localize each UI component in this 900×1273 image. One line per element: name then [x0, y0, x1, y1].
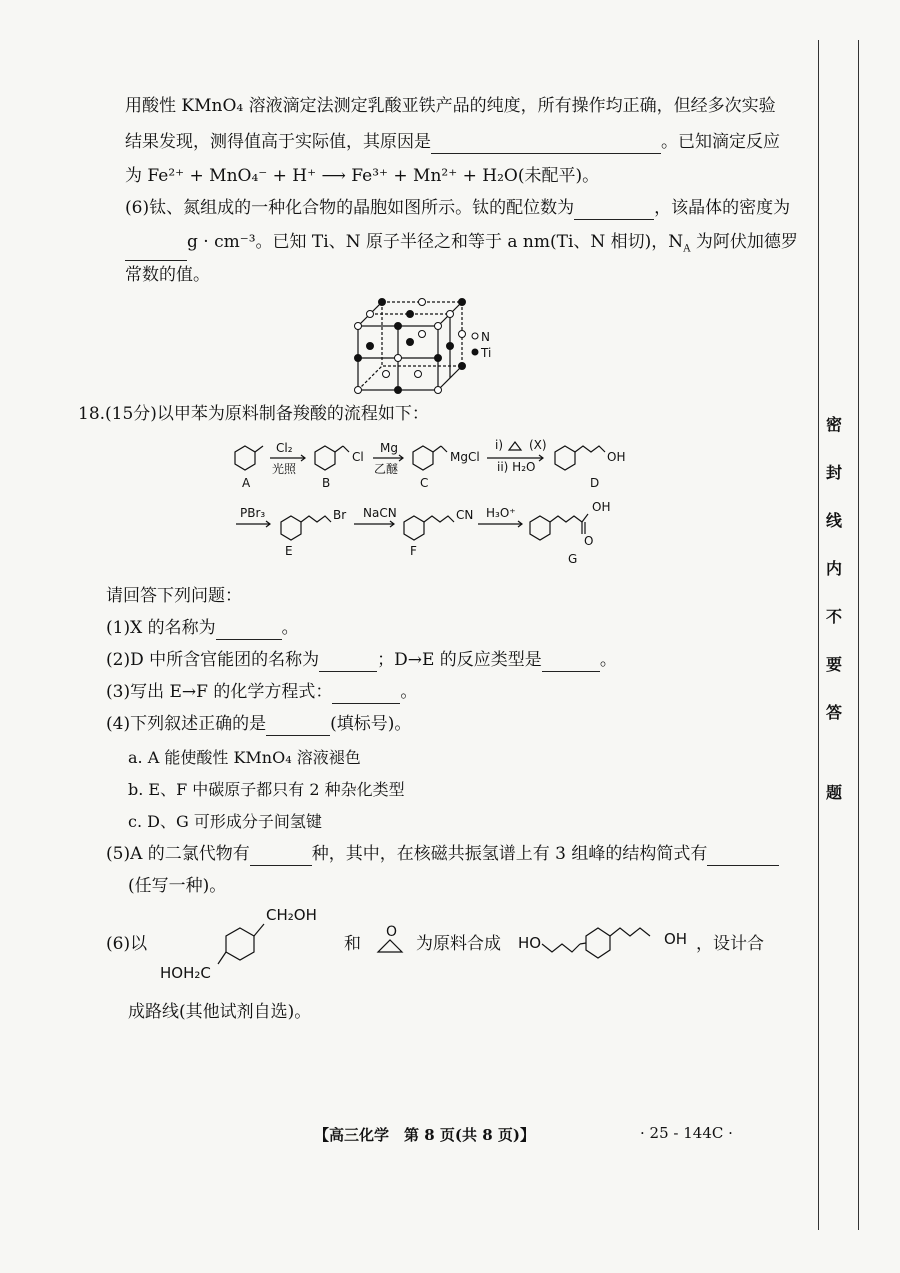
n-atom [419, 299, 426, 306]
answer-blank-reason[interactable] [431, 135, 661, 154]
ti-atom [435, 355, 442, 362]
n-atom [435, 387, 442, 394]
seal-char-5: 不 [826, 607, 843, 626]
n-atom [355, 323, 362, 330]
benzene-ring-d [555, 446, 575, 470]
n-atom [355, 387, 362, 394]
sub2-mid: ；D→E 的反应类型是 [377, 650, 542, 670]
seal-char-2: 封 [826, 463, 843, 482]
sub2-text: (2)D 中所含官能团的名称为 [106, 650, 320, 670]
ti-atom [395, 323, 402, 330]
label-a: A [242, 476, 251, 490]
ti-atom [395, 387, 402, 394]
label-mgcl: MgCl [450, 450, 480, 464]
para1-line2 [125, 130, 780, 154]
sub4-text: (4)下列叙述正确的是 [106, 714, 267, 734]
legend-ti-label: Ti [481, 346, 492, 360]
seal-char-7: 答 [826, 703, 843, 722]
answer-blank-isomer-count[interactable] [250, 847, 312, 866]
benzene-ring-b [315, 446, 335, 470]
page-footer: 【高三化学 第 8 页(共 8 页)】 [314, 1126, 535, 1144]
label-cl: Cl [352, 450, 364, 464]
option-c: c. D、G 可形成分子间氢键 [128, 812, 322, 831]
q18-sub6-and: 和 [344, 934, 361, 954]
ti-atom [407, 311, 414, 318]
ti-atom [459, 363, 466, 370]
para1-line2-text: 结果发现，测得值高于实际值，其原因是 [125, 132, 431, 152]
q18-sub6-end: ，设计合 [696, 934, 764, 954]
q6-line2-text: g · cm⁻³。已知 Ti、N 原子半径之和等于 a nm(Ti、N 相切)，N [187, 232, 684, 252]
para1-line1: 用酸性 KMnO₄ 溶液滴定法测定乳酸亚铁产品的纯度，所有操作均正确，但经多次实验 [125, 96, 776, 116]
legend-ti-dot [472, 349, 478, 355]
benzene-ring-f [404, 516, 424, 540]
seal-line-left [818, 40, 819, 1230]
label-ho: HO [518, 934, 542, 952]
sub2-end: 。 [599, 650, 617, 670]
q6-line2 [125, 230, 798, 261]
q18-title: 18.(15分)以甲苯为原料制备羧酸的流程如下： [78, 404, 429, 424]
q18-sub3 [106, 680, 417, 704]
answer-blank-equation[interactable] [332, 685, 400, 704]
q18-sub4 [106, 712, 411, 736]
label-b: B [322, 476, 331, 490]
q6-line2-end: 为阿伏加德罗 [690, 232, 798, 252]
q18-sub5 [106, 842, 779, 866]
reagent-step-i: i) [495, 438, 504, 452]
reagent-mg: Mg [380, 441, 398, 455]
reagent-h3o: H₃O⁺ [486, 506, 516, 520]
benzene-ring-c [413, 446, 433, 470]
label-d: D [590, 476, 600, 490]
n-atom [419, 331, 426, 338]
answer-blank-functional-group[interactable] [319, 653, 377, 672]
benzene-ring-e [281, 516, 301, 540]
label-epoxide-o: O [386, 924, 398, 940]
sub4-end: (填标号)。 [330, 714, 412, 734]
ti-atom [459, 299, 466, 306]
reagent-cl2: Cl₂ [276, 441, 293, 455]
target-product-structure [540, 912, 670, 962]
benzene-ring-g [530, 516, 550, 540]
label-oh-g: OH [592, 500, 611, 514]
label-c: C [420, 476, 429, 490]
sub3-end: 。 [400, 682, 418, 702]
benzene-ring-a [235, 446, 255, 470]
n-atom [447, 311, 454, 318]
para1-line2-end: 。已知滴定反应 [661, 132, 780, 152]
answer-blank-coordination[interactable] [574, 201, 654, 220]
sub1-text: (1)X 的名称为 [106, 618, 216, 638]
reagent-light: 光照 [272, 462, 297, 476]
label-oh-d: OH [607, 450, 626, 464]
q6-na-subscript: A [683, 243, 691, 255]
answer-blank-correct-options[interactable] [266, 717, 330, 736]
label-hoh2c: HOH₂C [160, 964, 211, 982]
ti-atom [407, 339, 414, 346]
answer-blank-structure[interactable] [707, 847, 779, 866]
ti-atom [447, 343, 454, 350]
q18-sub2 [106, 648, 617, 672]
sub1-end: 。 [281, 618, 299, 638]
n-atom [435, 323, 442, 330]
sub3-text: (3)写出 E→F 的化学方程式： [106, 682, 333, 702]
ti-atom [367, 343, 374, 350]
seal-char-8: 题 [826, 783, 843, 802]
label-ch2oh: CH₂OH [266, 906, 317, 924]
n-atom [383, 371, 390, 378]
label-o-g: O [584, 534, 594, 548]
para1-line3: 为 Fe²⁺ + MnO₄⁻ + H⁺ ⟶ Fe³⁺ + Mn²⁺ + H₂O(未配平)。 [125, 166, 600, 186]
q18-sub5-line2: (任写一种)。 [128, 876, 227, 896]
q6-line1-text: (6)钛、氮组成的一种化合物的晶胞如图所示。钛的配位数为 [125, 198, 575, 218]
reagent-x: (X) [529, 438, 547, 452]
epoxide-ring [509, 442, 521, 450]
seal-char-6: 要 [826, 655, 843, 674]
sub5-mid: 种，其中，在核磁共振氢谱上有 3 组峰的结构简式有 [311, 844, 708, 864]
n-atom [415, 371, 422, 378]
seal-char-4: 内 [826, 559, 843, 578]
sub5-text: (5)A 的二氯代物有 [106, 844, 250, 864]
seal-char-1: 密 [826, 415, 843, 434]
q6-line1 [125, 196, 790, 220]
reagent-pbr3: PBr₃ [240, 506, 266, 520]
label-cn: CN [456, 508, 474, 522]
reagent-ether: 乙醚 [374, 462, 399, 476]
reagent-step-ii: ii) H₂O [497, 460, 536, 474]
legend-n-label: N [481, 330, 490, 344]
answer-blank-density[interactable] [125, 242, 187, 261]
label-br: Br [333, 508, 347, 522]
label-e: E [285, 544, 293, 558]
q18-prompt: 请回答下列问题： [106, 586, 242, 606]
q6-line1-end: ，该晶体的密度为 [654, 198, 791, 218]
label-g: G [568, 552, 578, 566]
q6-line3: 常数的值。 [125, 265, 210, 285]
paper-code: · 25 - 144C · [640, 1124, 733, 1142]
ti-atom [379, 299, 386, 306]
label-oh-product: OH [664, 930, 688, 948]
ti-atom [355, 355, 362, 362]
q18-sub1 [106, 616, 299, 640]
answer-blank-reaction-type[interactable] [542, 653, 600, 672]
label-f: F [410, 544, 417, 558]
seal-char-3: 线 [826, 511, 843, 530]
q18-sub6-mid: 为原料合成 [416, 934, 501, 954]
n-atom [367, 311, 374, 318]
seal-line-right [858, 40, 859, 1230]
option-a: a. A 能使酸性 KMnO₄ 溶液褪色 [128, 748, 361, 767]
answer-blank-x-name[interactable] [216, 621, 282, 640]
option-b: b. E、F 中碳原子都只有 2 种杂化类型 [128, 780, 405, 799]
n-atom [459, 331, 466, 338]
legend-n-circle [472, 333, 478, 339]
q18-sub6-line2: 成路线(其他试剂自选)。 [128, 1002, 312, 1022]
q18-sub6-start: (6)以 [106, 934, 148, 954]
n-atom [395, 355, 402, 362]
reagent-nacn: NaCN [363, 506, 397, 520]
